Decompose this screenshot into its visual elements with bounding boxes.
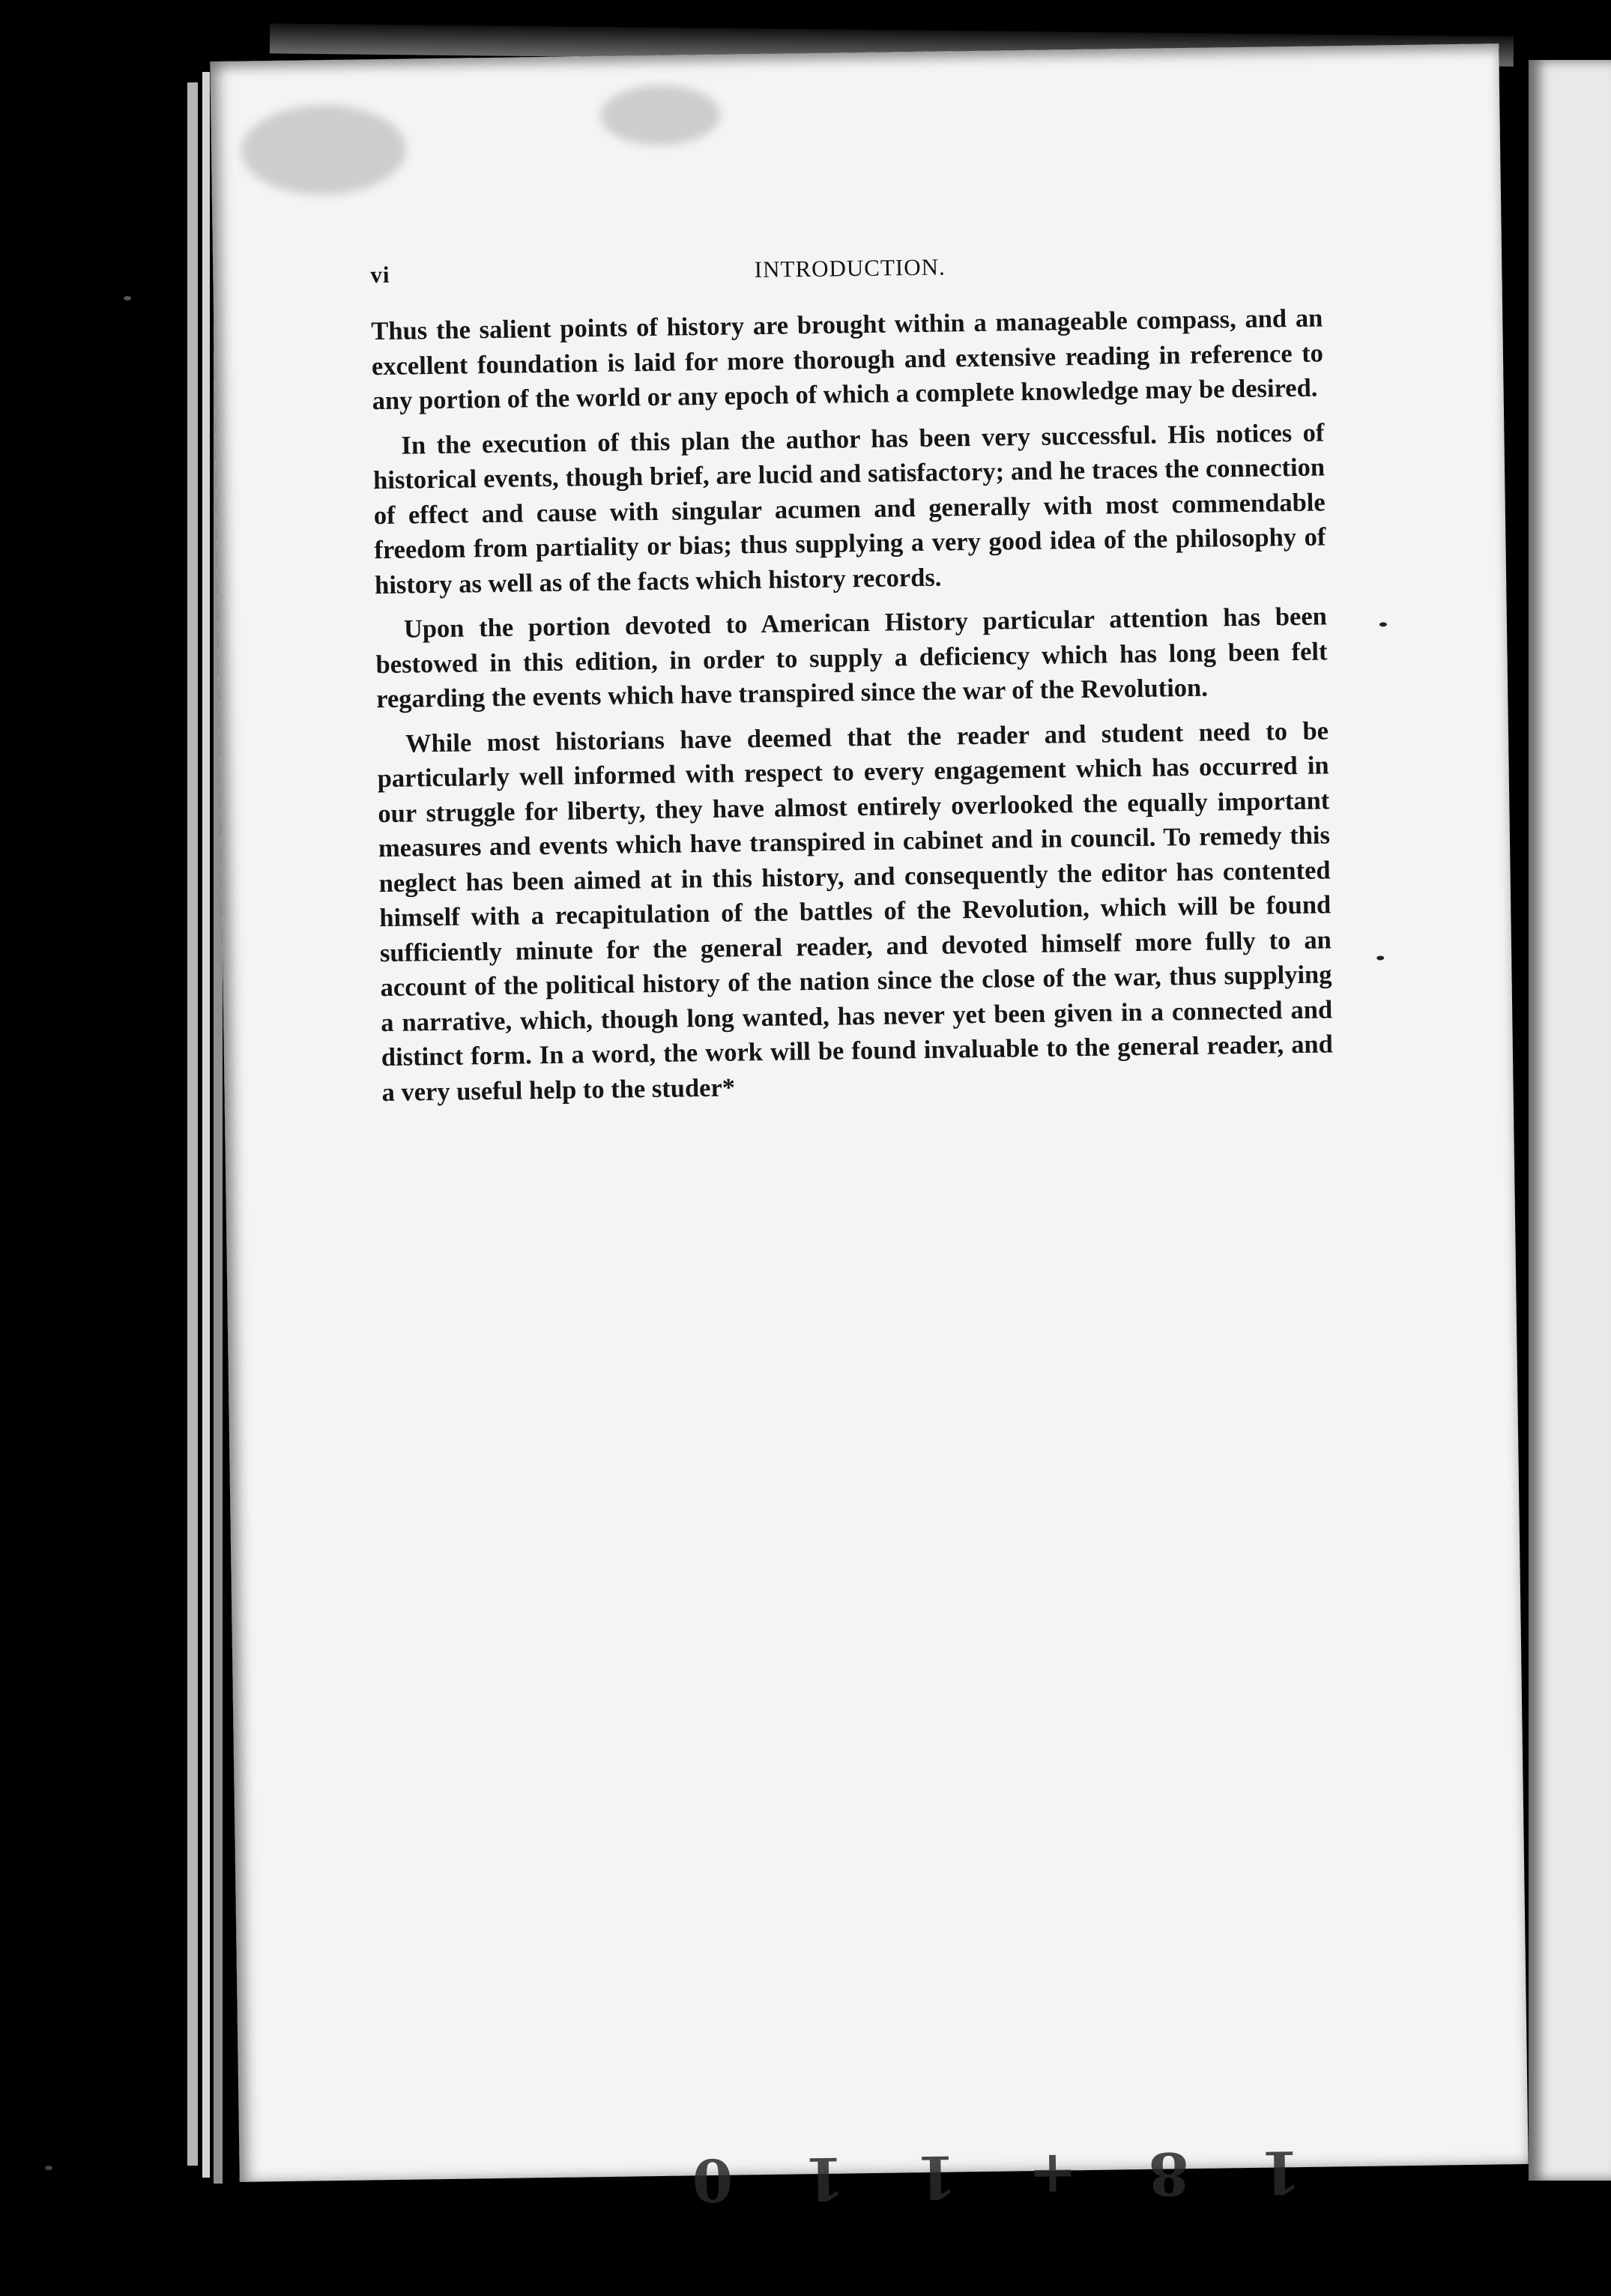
paragraph-2: In the execution of this plan the author has been very successful. His notices of historical events, though brief, are lucid and satisfactory; and he traces the connection of effect and cause with singular acumen and generally with most commendable freedom from partiality or bias; thus supplying a very good idea of the philosophy of history as well as of the facts which history records.: [372, 417, 1326, 599]
inverted-stamp: 1 8 + 1 1 0: [666, 2137, 1302, 2214]
book-page: [210, 43, 1528, 2214]
running-head: [370, 248, 1329, 288]
margin-mark: [1379, 622, 1387, 626]
margin-mark: [45, 2166, 52, 2170]
ink-smudge: [241, 104, 407, 196]
margin-mark: [124, 296, 131, 300]
ink-smudge: [600, 85, 721, 146]
chapter-title: INTRODUCTION.: [754, 253, 946, 283]
stacked-page-edge: [202, 72, 210, 2178]
paragraph-3: Upon the portion devoted to American History particular attention has been bestowed in this edition, in order to supply a deficiency which has long been felt regarding the events which have transpired since the war of the Revolution.: [375, 602, 1328, 714]
page-number: vi: [370, 261, 390, 288]
paragraph-4: While most historians have deemed that the reader and student need to be particularly well informed with respect to every engagement which has occurred in our struggle for liberty, they have almost entirely overlooked the equally important measures and events which have transpired in cabinet and in council. To remedy this neglect has been aimed at in this history, and consequently the editor has contented himself with a recapitulation of the battles of the Revolution, which will be found sufficiently minute for the general reader, and devoted himself more fully to an account of the political history of the nation since the close of the war, thus supplying a narrative, which, though long wanted, has never yet been given in a connected and distinct form. In a word, the work will be found invaluable to the general reader, and a very useful help to the studer*: [377, 716, 1334, 1107]
body-text: [371, 300, 1334, 1120]
facing-page-edge: [1529, 60, 1611, 2181]
paragraph-1: Thus the salient points of history are brought within a manageable compass, and an excellent foundation is laid for more thorough and extensive reading in reference to any portion of the world or any epoch of which a complete knowledge may be desired.: [371, 303, 1324, 416]
stacked-page-edge: [187, 82, 198, 2166]
margin-mark: [1376, 955, 1384, 960]
